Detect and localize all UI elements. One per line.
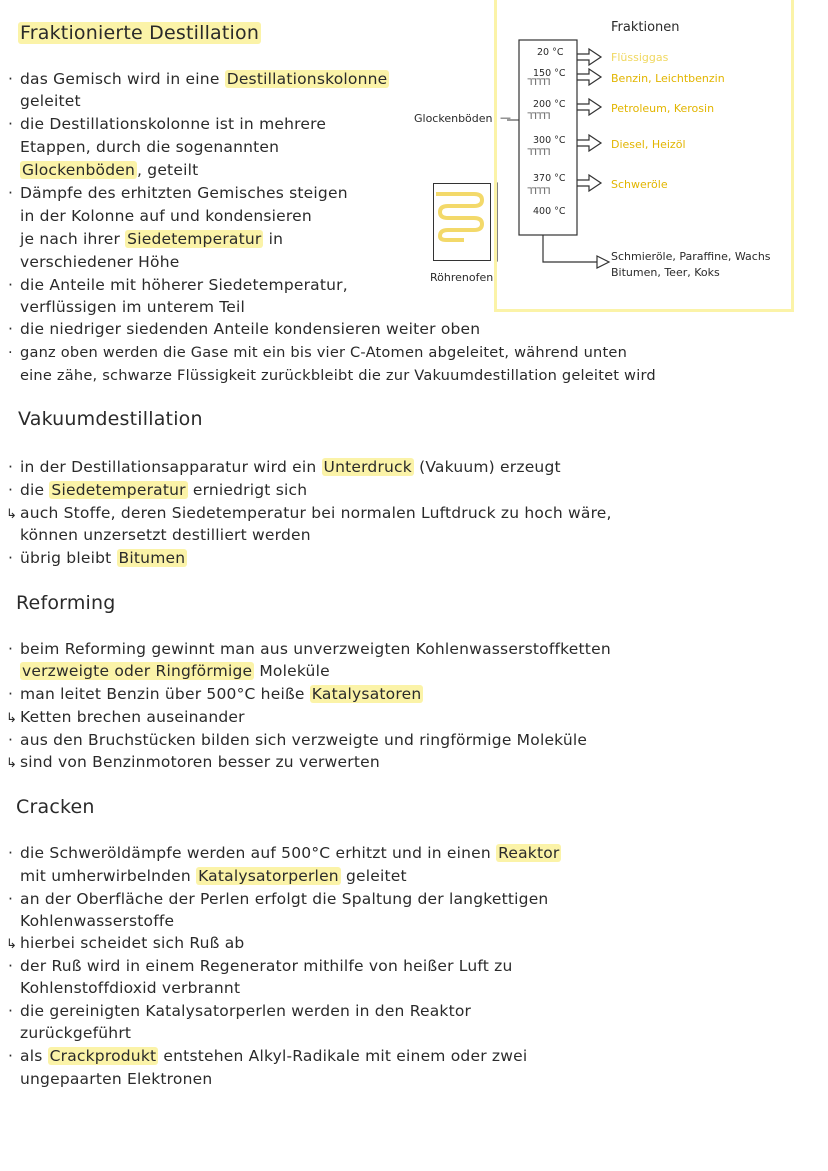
bullet-icon: · — [8, 1002, 14, 1020]
section-title-reforming: Reforming — [16, 592, 116, 614]
text-line: das Gemisch wird in eine — [20, 70, 225, 88]
text-line: übrig bleibt — [20, 549, 117, 567]
tray-icon: ᒣᒣᒣᒣᒣ — [527, 187, 550, 197]
highlighted-term: Destillationskolonne — [226, 70, 388, 88]
furnace-box — [433, 183, 491, 261]
bullet-icon: · — [8, 844, 14, 862]
text-line: die gereinigten Katalysatorperlen werden in den Reaktor — [20, 1002, 472, 1020]
fraction-label: Flüssiggas — [611, 51, 669, 64]
fraction-label: Benzin, Leichtbenzin — [611, 72, 725, 85]
text-line: die niedriger siedenden Anteile kondensieren weiter oben — [20, 320, 481, 338]
temp-label: 150 °C — [533, 68, 566, 79]
text-line: die Anteile mit höherer Siedetemperatur, — [20, 276, 348, 294]
temp-label: 300 °C — [533, 135, 566, 146]
highlighted-term: Siedetemperatur — [51, 481, 186, 499]
text-line: aus den Bruchstücken bilden sich verzweigte und ringförmige Moleküle — [20, 731, 588, 749]
arrow-icon: ↳ — [6, 507, 18, 522]
temp-label: 200 °C — [533, 99, 566, 110]
bullet-icon: · — [8, 70, 14, 88]
text-line: beim Reforming gewinnt man aus unverzweigten Kohlenwasserstoffketten — [20, 640, 611, 658]
section-title-vacuum-distillation: Vakuumdestillation — [18, 408, 203, 430]
text-line: entstehen Alkyl-Radikale mit einem oder zwei — [158, 1047, 528, 1065]
highlighted-term: Crackprodukt — [49, 1047, 157, 1065]
fraction-label: Petroleum, Kerosin — [611, 102, 715, 115]
fraction-label: Schweröle — [611, 178, 668, 191]
bullet-icon: · — [8, 1047, 14, 1065]
residue-label: Schmieröle, Paraffine, Wachs — [611, 250, 771, 263]
text-line: verschiedener Höhe — [20, 253, 180, 271]
text-line: der Ruß wird in einem Regenerator mithilfe von heißer Luft zu — [20, 957, 513, 975]
trays-label: Glockenböden — [414, 112, 493, 125]
bullet-icon: · — [8, 458, 14, 476]
text-line: geleitet — [20, 92, 81, 110]
highlighted-term: Glockenböden — [22, 161, 136, 179]
text-line: Ketten brechen auseinander — [20, 708, 245, 726]
arrow-icon: ↳ — [6, 711, 18, 726]
text-line: ungepaarten Elektronen — [20, 1070, 213, 1088]
fraction-label: Diesel, Heizöl — [611, 138, 686, 151]
text-line: je nach ihrer — [20, 230, 126, 248]
text-line: ganz oben werden die Gase mit ein bis vier C-Atomen abgeleitet, während unten — [20, 344, 628, 361]
text-line: (Vakuum) erzeugt — [413, 458, 561, 476]
text-line: in — [263, 230, 284, 248]
text-line: als — [20, 1047, 48, 1065]
tray-icon: ᒣᒣᒣᒣᒣ — [527, 148, 550, 158]
bullet-icon: · — [8, 731, 14, 749]
text-line: verflüssigen im unterem Teil — [20, 298, 246, 316]
text-line: hierbei scheidet sich Ruß ab — [20, 934, 245, 952]
distillation-diagram — [494, 0, 794, 312]
bullet-icon: · — [8, 320, 14, 338]
highlighted-term: Unterdruck — [323, 458, 412, 476]
text-line: Moleküle — [254, 662, 330, 680]
section-title-fractional-distillation: Fraktionierte Destillation — [20, 22, 260, 44]
text-line: eine zähe, schwarze Flüssigkeit zurückbleibt die zur Vakuumdestillation geleitet wird — [20, 367, 656, 384]
text-line: Dämpfe des erhitzten Gemisches steigen — [20, 184, 348, 202]
temp-label: 400 °C — [533, 206, 566, 217]
highlighted-term: Katalysatorperlen — [198, 867, 339, 885]
text-line: , geteilt — [137, 161, 199, 179]
diagram-title: Fraktionen — [611, 20, 680, 35]
temp-label: 20 °C — [537, 47, 564, 58]
text-line: erniedrigt sich — [187, 481, 308, 499]
tray-icon: ᒣᒣᒣᒣᒣ — [527, 78, 550, 88]
residue-label: Bitumen, Teer, Koks — [611, 266, 720, 279]
bullet-icon: · — [8, 115, 14, 133]
temp-label: 370 °C — [533, 173, 566, 184]
text-line: die — [20, 481, 50, 499]
text-line: die Destillationskolonne ist in mehrere — [20, 115, 327, 133]
text-line: in der Kolonne auf und kondensieren — [20, 207, 312, 225]
highlighted-term: verzweigte oder Ringförmige — [22, 662, 253, 680]
oven-label: Röhrenofen — [430, 271, 494, 284]
bullet-icon: · — [8, 549, 14, 567]
section-title-cracking: Cracken — [16, 796, 95, 818]
bullet-icon: · — [8, 640, 14, 658]
highlighted-term: Siedetemperatur — [127, 230, 262, 248]
text-line: geleitet — [340, 867, 407, 885]
bullet-icon: · — [8, 276, 14, 294]
arrow-icon: ↳ — [6, 937, 18, 952]
arrow-icon: ↳ — [6, 756, 18, 771]
tray-icon: ᒣᒣᒣᒣᒣ — [527, 112, 550, 122]
coil-icon — [434, 184, 490, 260]
text-line: können unzersetzt destilliert werden — [20, 526, 311, 544]
text-line: Kohlenwasserstoffe — [20, 912, 175, 930]
highlighted-term: Reaktor — [498, 844, 560, 862]
text-line: mit umherwirbelnden — [20, 867, 197, 885]
text-line: die Schweröldämpfe werden auf 500°C erhitzt und in einen — [20, 844, 497, 862]
bullet-icon: · — [8, 344, 13, 361]
bullet-icon: · — [8, 481, 14, 499]
highlighted-term: Katalysatoren — [311, 685, 422, 703]
text-line: sind von Benzinmotoren besser zu verwerten — [20, 753, 380, 771]
bullet-icon: · — [8, 184, 14, 202]
text-line: auch Stoffe, deren Siedetemperatur bei normalen Luftdruck zu hoch wäre, — [20, 504, 612, 522]
text-line: man leitet Benzin über 500°C heiße — [20, 685, 310, 703]
text-line: Etappen, durch die sogenannten — [20, 138, 280, 156]
text-line: an der Oberfläche der Perlen erfolgt die Spaltung der langkettigen — [20, 890, 549, 908]
bullet-icon: · — [8, 890, 14, 908]
highlighted-term: Bitumen — [118, 549, 186, 567]
bullet-icon: · — [8, 957, 14, 975]
dash-mark: — — [500, 111, 511, 124]
text-line: Kohlenstoffdioxid verbrannt — [20, 979, 241, 997]
text-line: zurückgeführt — [20, 1024, 132, 1042]
bullet-icon: · — [8, 685, 14, 703]
text-line: in der Destillationsapparatur wird ein — [20, 458, 322, 476]
